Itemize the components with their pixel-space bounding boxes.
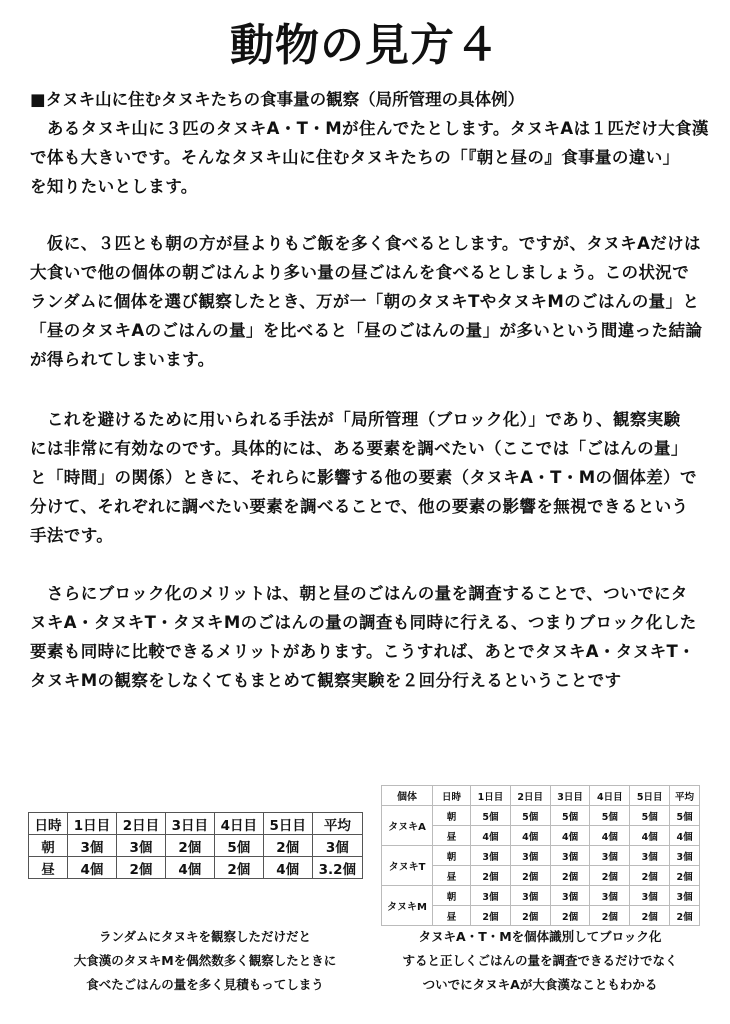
table-row — [29, 857, 363, 879]
paragraph-1 — [30, 114, 710, 201]
table-cell: 3.2個 — [312, 857, 362, 879]
table-cell: 2個 — [670, 866, 700, 886]
header-cell: 3日目 — [165, 813, 214, 835]
table-header-row — [382, 786, 700, 806]
table-cell: 3個 — [550, 886, 590, 906]
table-cell: 4個 — [630, 826, 670, 846]
table-cell: 2個 — [471, 906, 511, 926]
table-cell: 2個 — [510, 906, 550, 926]
row-label: 昼 — [433, 826, 471, 846]
caption-line: ついでにタヌキAが大食漢なこともわかる — [422, 977, 658, 992]
header-cell: 個体 — [382, 786, 433, 806]
row-label: 朝 — [433, 886, 471, 906]
header-cell: 4日目 — [214, 813, 263, 835]
random-observation-table — [28, 812, 363, 879]
table-row — [382, 886, 700, 906]
table-cell: 2個 — [590, 866, 630, 886]
table-cell: 3個 — [471, 886, 511, 906]
table-cell: 2個 — [510, 866, 550, 886]
header-cell: 2日目 — [510, 786, 550, 806]
table-cell: 3個 — [670, 886, 700, 906]
paragraph-line: ランダムに個体を選び観察したとき、万が一「朝のタヌキTやタヌキMのごはんの量」と — [30, 292, 700, 311]
table-cell: 4個 — [471, 826, 511, 846]
paragraph-line: には非常に有効なのです。具体的には、ある要素を調べたい（ここでは「ごはんの量」 — [30, 439, 688, 458]
table-row — [382, 806, 700, 826]
header-cell: 5日目 — [263, 813, 312, 835]
table-cell: 3個 — [590, 846, 630, 866]
row-label: 昼 — [29, 857, 68, 879]
table-cell: 3個 — [510, 846, 550, 866]
table-cell: 4個 — [670, 826, 700, 846]
table-cell: 2個 — [165, 835, 214, 857]
header-cell: 2日目 — [116, 813, 165, 835]
table-cell: 2個 — [550, 866, 590, 886]
table-cell: 3個 — [312, 835, 362, 857]
header-cell: 1日目 — [68, 813, 117, 835]
table-cell: 5個 — [550, 806, 590, 826]
paragraph-line: あるタヌキ山に３匹のタヌキA・T・Mが住んでたとします。タヌキAは１匹だけ大食漢 — [30, 119, 709, 138]
table-cell: 4個 — [165, 857, 214, 879]
header-cell: 日時 — [433, 786, 471, 806]
table-cell: 3個 — [670, 846, 700, 866]
row-label: 昼 — [433, 866, 471, 886]
row-label: 朝 — [433, 806, 471, 826]
blocked-observation-table — [381, 785, 700, 926]
paragraph-line: 分けて、それぞれに調べたい要素を調べることで、他の要素の影響を無視できるという — [30, 497, 689, 516]
table-cell: 2個 — [630, 906, 670, 926]
table-cell: 5個 — [471, 806, 511, 826]
paragraph-line: と「時間」の関係）ときに、それらに影響する他の要素（タヌキA・T・Mの個体差）で — [30, 468, 697, 487]
table-cell: 2個 — [214, 857, 263, 879]
header-cell: 1日目 — [471, 786, 511, 806]
table-cell: 4個 — [510, 826, 550, 846]
paragraph-line: で体も大きいです。そんなタヌキ山に住むタヌキたちの「『朝と昼の』食事量の違い」 — [30, 148, 680, 167]
table-cell: 5個 — [670, 806, 700, 826]
blocked-table-caption — [375, 925, 705, 997]
table-cell: 3個 — [630, 846, 670, 866]
table-cell: 5個 — [590, 806, 630, 826]
individual-label: タヌキA — [382, 806, 433, 846]
paragraph-3 — [30, 405, 710, 550]
row-label: 昼 — [433, 906, 471, 926]
paragraph-line: 手法です。 — [30, 526, 114, 545]
random-table-caption — [40, 925, 370, 997]
section-heading: ■タヌキ山に住むタヌキたちの食事量の観察（局所管理の具体例） — [30, 90, 525, 109]
paragraph-4 — [30, 579, 710, 695]
paragraph-line: が得られてしまいます。 — [30, 350, 215, 369]
header-cell: 日時 — [29, 813, 68, 835]
table-cell: 3個 — [68, 835, 117, 857]
table-cell: 4個 — [590, 826, 630, 846]
table-cell: 4個 — [550, 826, 590, 846]
table-cell: 3個 — [590, 886, 630, 906]
paragraph-line: ヌキA・タヌキT・タヌキMのごはんの量の調査も同時に行える、つまりブロック化した — [30, 613, 697, 632]
table-cell: 2個 — [116, 857, 165, 879]
table-cell: 5個 — [510, 806, 550, 826]
table-cell: 2個 — [590, 906, 630, 926]
individual-label: タヌキT — [382, 846, 433, 886]
table-row — [29, 835, 363, 857]
caption-line: 大食漢のタヌキMを偶然数多く観察したときに — [73, 953, 337, 968]
table-cell: 4個 — [263, 857, 312, 879]
table-cell: 3個 — [550, 846, 590, 866]
paragraph-line: 仮に、３匹とも朝の方が昼よりもご飯を多く食べるとします。ですが、タヌキAだけは — [30, 234, 701, 253]
caption-line: 食べたごはんの量を多く見積もってしまう — [86, 977, 324, 992]
header-cell: 3日目 — [550, 786, 590, 806]
row-label: 朝 — [433, 846, 471, 866]
table-header-row — [29, 813, 363, 835]
paragraph-line: 大食いで他の個体の朝ごはんより多い量の昼ごはんを食べるとしましょう。この状況で — [30, 263, 690, 282]
caption-line: タヌキA・T・Mを個体識別してブロック化 — [418, 929, 662, 944]
table-cell: 2個 — [630, 866, 670, 886]
paragraph-line: これを避けるために用いられる手法が「局所管理（ブロック化）」であり、観察実験 — [30, 410, 681, 429]
table-cell: 2個 — [670, 906, 700, 926]
paragraph-line: 要素も同時に比較できるメリットがあります。こうすれば、あとでタヌキA・タヌキT・ — [30, 642, 696, 661]
row-label: 朝 — [29, 835, 68, 857]
table-cell: 2個 — [471, 866, 511, 886]
header-cell: 平均 — [312, 813, 362, 835]
page-title: 動物の見方４ — [230, 20, 500, 71]
table-cell: 5個 — [630, 806, 670, 826]
table-cell: 3個 — [510, 886, 550, 906]
paragraph-line: を知りたいとします。 — [30, 177, 198, 196]
table-cell: 3個 — [471, 846, 511, 866]
table-cell: 2個 — [263, 835, 312, 857]
table-cell: 3個 — [116, 835, 165, 857]
individual-label: タヌキM — [382, 886, 433, 926]
table-cell: 3個 — [630, 886, 670, 906]
table-row — [382, 846, 700, 866]
paragraph-2 — [30, 229, 710, 374]
header-cell: 5日目 — [630, 786, 670, 806]
header-cell: 平均 — [670, 786, 700, 806]
paragraph-line: 「昼のタヌキAのごはんの量」を比べると「昼のごはんの量」が多いという間違った結論 — [30, 321, 703, 340]
caption-line: ランダムにタヌキを観察しただけだと — [98, 929, 311, 944]
table-cell: 4個 — [68, 857, 117, 879]
header-cell: 4日目 — [590, 786, 630, 806]
table-cell: 2個 — [550, 906, 590, 926]
paragraph-line: タヌキMの観察をしなくてもまとめて観察実験を２回分行えるということです — [30, 671, 622, 690]
caption-line: すると正しくごはんの量を調査できるだけでなく — [402, 953, 678, 968]
paragraph-line: さらにブロック化のメリットは、朝と昼のごはんの量を調査することで、ついでにタ — [30, 584, 688, 603]
table-cell: 5個 — [214, 835, 263, 857]
